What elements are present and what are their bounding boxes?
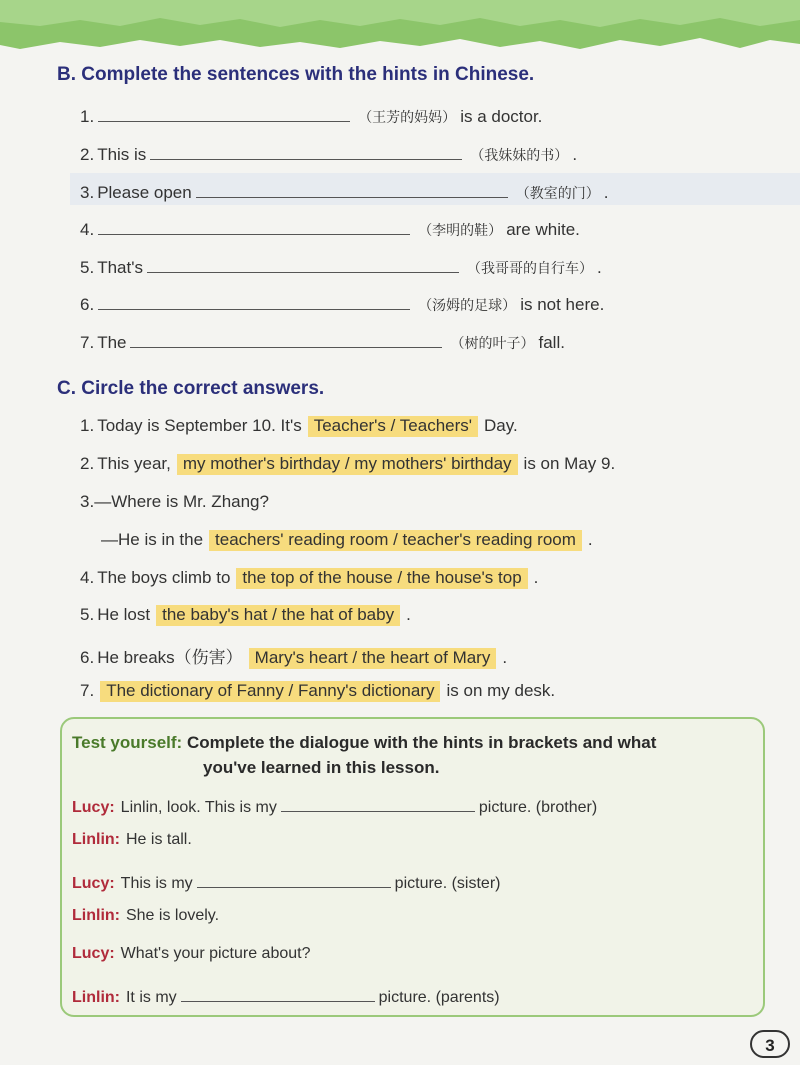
speaker-name: Linlin: xyxy=(72,907,120,924)
answer-choices[interactable]: Mary's heart / the heart of Mary xyxy=(249,648,497,669)
dialogue-line-4 xyxy=(72,907,219,925)
answer-blank[interactable] xyxy=(130,329,442,348)
sentence-end: is on May 9. xyxy=(523,454,616,473)
dialogue-text: It is my xyxy=(125,989,177,1006)
dialogue-line-3 xyxy=(72,869,500,893)
sentence-start: Please open xyxy=(97,183,192,202)
answer-blank[interactable] xyxy=(197,869,391,888)
answer-choices[interactable]: Teacher's / Teachers' xyxy=(308,416,478,437)
answer-blank[interactable] xyxy=(98,291,410,310)
answer-choices[interactable]: the baby's hat / the hat of baby xyxy=(156,605,400,626)
item-number: 3. xyxy=(80,183,95,202)
answer-blank[interactable] xyxy=(98,216,410,235)
answer-blank[interactable] xyxy=(281,793,475,812)
b-item-3 xyxy=(80,179,608,203)
sentence-end: Day. xyxy=(484,416,518,435)
sentence-end: fall. xyxy=(538,333,565,352)
item-number: 7. xyxy=(80,333,95,352)
page-number: 3 xyxy=(750,1030,790,1058)
chinese-hint: （树的叶子） xyxy=(450,336,535,352)
dialogue-hint: picture. (parents) xyxy=(378,989,500,1006)
item-number: 5. xyxy=(80,258,95,277)
sentence-start: —Where is Mr. Zhang? xyxy=(94,492,269,511)
sentence-start: The xyxy=(97,333,127,352)
sentence-end: . xyxy=(572,145,578,164)
test-instruction-line1 xyxy=(72,733,656,753)
b-item-7 xyxy=(80,329,565,353)
answer-choices[interactable]: my mother's birthday / my mothers' birthday xyxy=(177,454,518,475)
dialogue-line-2 xyxy=(72,831,192,849)
answer-blank[interactable] xyxy=(150,141,462,160)
sentence-end: . xyxy=(406,605,411,624)
b-item-2 xyxy=(80,141,577,165)
answer-choices[interactable]: teachers' reading room / teacher's reading room xyxy=(209,530,582,551)
c-item-4 xyxy=(80,568,538,592)
answer-blank[interactable] xyxy=(181,983,375,1002)
c-item-5 xyxy=(80,605,411,629)
dialogue-hint: picture. (brother) xyxy=(478,799,598,816)
sentence-start: This year, xyxy=(97,454,171,473)
test-instruction: Complete the dialogue with the hints in brackets and what xyxy=(186,733,657,752)
c-item-6 xyxy=(80,643,507,667)
dialogue-line-5 xyxy=(72,945,311,963)
test-instruction-line2: you've learned in this lesson. xyxy=(203,758,440,777)
answer-choices[interactable]: the top of the house / the house's top xyxy=(236,568,527,589)
dialogue-line-1 xyxy=(72,793,597,817)
answer-blank[interactable] xyxy=(196,179,508,198)
dialogue-line-6 xyxy=(72,983,500,1007)
chinese-hint: （汤姆的足球） xyxy=(418,298,517,314)
item-number: 7. xyxy=(80,681,95,700)
dialogue-text: She is lovely. xyxy=(125,907,220,924)
sentence-start: He breaks（伤害） xyxy=(97,648,243,667)
item-number: 3. xyxy=(80,492,95,511)
c-item-7 xyxy=(80,681,555,705)
section-b-title: B. Complete the sentences with the hints in Chinese. xyxy=(57,64,535,85)
item-number: 6. xyxy=(80,295,95,314)
chinese-hint: （教室的门） xyxy=(515,186,600,202)
sentence-end: are white. xyxy=(506,220,580,239)
sentence-end: . xyxy=(603,183,609,202)
c-item-3-answer xyxy=(101,530,593,554)
sentence-end: is a doctor. xyxy=(460,107,543,126)
chinese-hint: （我妹妹的书） xyxy=(470,148,569,164)
chinese-hint: （李明的鞋） xyxy=(418,223,503,239)
speaker-name: Linlin: xyxy=(72,831,120,848)
sentence-end: . xyxy=(533,568,539,587)
sentence-start: The boys climb to xyxy=(97,568,231,587)
item-number: 4. xyxy=(80,568,95,587)
dialogue-text: He is tall. xyxy=(125,831,192,848)
c-item-1 xyxy=(80,416,518,440)
test-label: Test yourself: xyxy=(72,733,183,752)
c-item-2 xyxy=(80,454,615,478)
c-item-3-question xyxy=(80,492,269,516)
sentence-end: . xyxy=(587,530,593,549)
b-item-5 xyxy=(80,254,602,278)
sentence-start: He lost xyxy=(97,605,151,624)
sentence-start: That's xyxy=(97,258,143,277)
sentence-end: . xyxy=(596,258,602,277)
dialogue-text: What's your picture about? xyxy=(120,945,311,962)
speaker-name: Lucy: xyxy=(72,875,115,892)
answer-blank[interactable] xyxy=(147,254,459,273)
chinese-hint: （王芳的妈妈） xyxy=(358,110,457,126)
b-item-1 xyxy=(80,103,542,127)
speaker-name: Linlin: xyxy=(72,989,120,1006)
dialogue-text: This is my xyxy=(120,875,193,892)
item-number: 5. xyxy=(80,605,95,624)
item-number: 6. xyxy=(80,648,95,667)
sentence-end: is on my desk. xyxy=(446,681,556,700)
b-item-6 xyxy=(80,291,604,315)
header-banner xyxy=(0,0,800,70)
item-number: 1. xyxy=(80,107,95,126)
answer-blank[interactable] xyxy=(98,103,350,122)
sentence-end: . xyxy=(502,648,508,667)
item-number: 2. xyxy=(80,145,95,164)
speaker-name: Lucy: xyxy=(72,945,115,962)
item-number: 4. xyxy=(80,220,95,239)
sentence-start: —He is in the xyxy=(101,530,204,549)
section-c-title: C. Circle the correct answers. xyxy=(57,378,325,399)
sentence-start: Today is September 10. It's xyxy=(97,416,302,435)
dialogue-hint: picture. (sister) xyxy=(394,875,501,892)
chinese-hint: （我哥哥的自行车） xyxy=(466,261,593,277)
item-number: 2. xyxy=(80,454,95,473)
sentence-start: This is xyxy=(97,145,147,164)
speaker-name: Lucy: xyxy=(72,799,115,816)
dialogue-text: Linlin, look. This is my xyxy=(120,799,277,816)
answer-choices[interactable]: The dictionary of Fanny / Fanny's dictionary xyxy=(100,681,440,702)
b-item-4 xyxy=(80,216,580,240)
sentence-end: is not here. xyxy=(520,295,605,314)
item-number: 1. xyxy=(80,416,95,435)
